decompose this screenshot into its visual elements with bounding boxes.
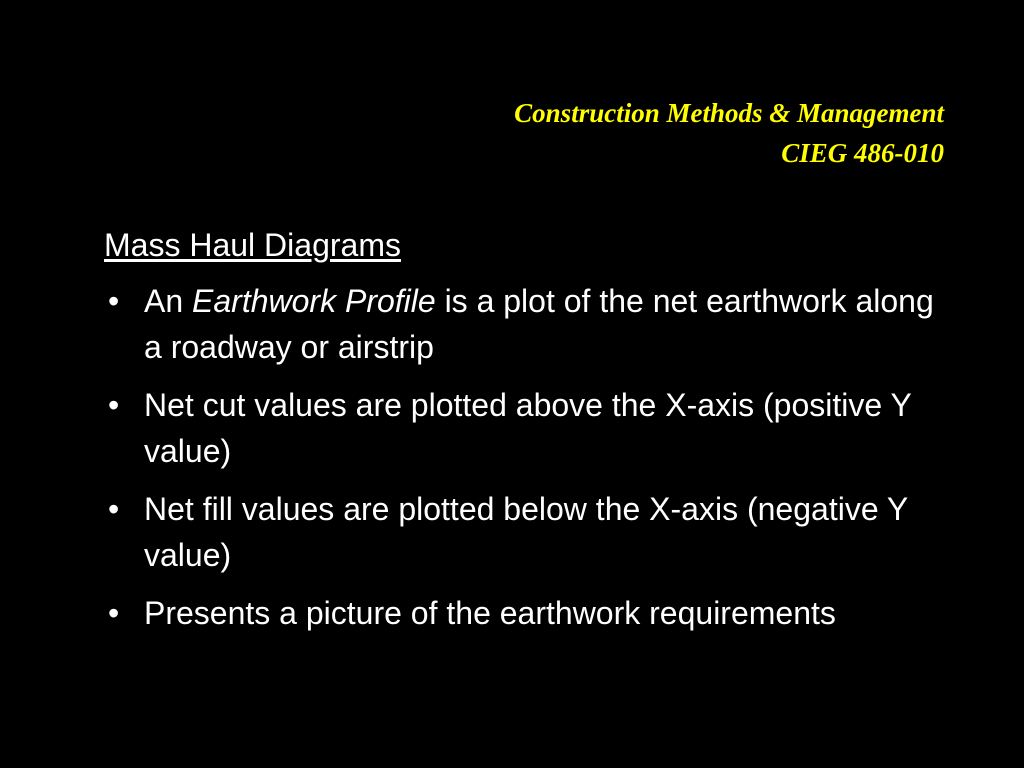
bullet-item (104, 486, 944, 578)
bullet-item (104, 278, 944, 370)
bullet-text-prefix: An (144, 283, 193, 319)
bullet-marker: • (108, 491, 120, 527)
bullet-text-emphasis: Earthwork Profile (192, 283, 436, 319)
course-header (514, 93, 944, 173)
bullet-text: Presents a picture of the earthwork requirements (144, 595, 836, 631)
bullet-text: is a plot of the net earthwork along a roadway or airstrip (144, 283, 934, 365)
bullet-marker: • (108, 283, 120, 319)
course-code: CIEG 486-010 (781, 138, 944, 168)
section-heading: Mass Haul Diagrams (104, 227, 401, 263)
slide-body (104, 222, 944, 648)
bullet-marker: • (108, 595, 120, 631)
bullet-marker: • (108, 387, 120, 423)
bullet-item (104, 382, 944, 474)
bullet-text: Net cut values are plotted above the X-axis (positive Y value) (144, 387, 912, 469)
bullet-text: Net fill values are plotted below the X-axis (negative Y value) (144, 491, 908, 573)
course-title: Construction Methods & Management (514, 98, 944, 128)
bullet-list (104, 278, 944, 636)
bullet-item (104, 590, 944, 636)
